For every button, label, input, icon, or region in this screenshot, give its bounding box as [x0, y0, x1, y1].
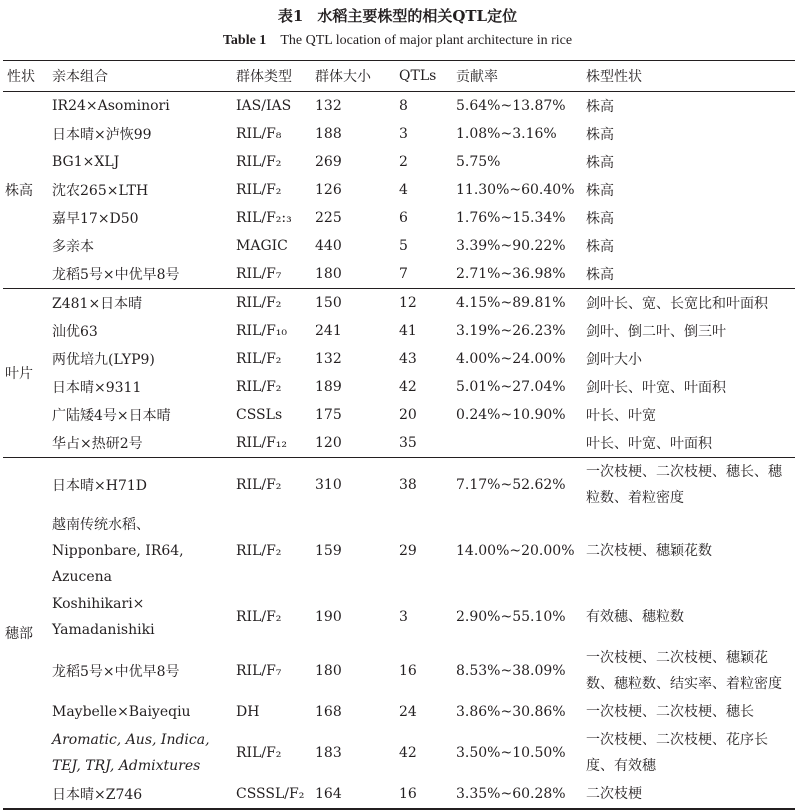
pop-type-cell: RIL/F₂ — [236, 609, 282, 625]
architecture-cell: 一次枝梗、二次枝梗、花序长度、有效穗 — [586, 732, 768, 774]
table-row — [3, 726, 795, 780]
qtls-cell: 29 — [399, 543, 417, 559]
table-row — [3, 317, 795, 345]
contribution-cell: 3.39%~90.22% — [456, 238, 566, 254]
trait-cell: 株高 — [3, 92, 48, 289]
table-row — [3, 401, 795, 429]
architecture-cell: 株高 — [586, 183, 614, 199]
table-row — [3, 644, 795, 698]
qtls-cell: 41 — [399, 323, 417, 339]
architecture-cell: 剑叶长、叶宽、叶面积 — [586, 380, 726, 396]
architecture-cell: 叶长、叶宽、叶面积 — [582, 429, 795, 458]
contribution-cell: 3.19%~26.23% — [456, 323, 566, 339]
pop-size-cell: 180 — [315, 663, 342, 679]
contribution-cell: 14.00%~20.00% — [456, 543, 575, 559]
contribution-cell: 5.75% — [456, 154, 501, 170]
pop-size-cell: 190 — [315, 609, 342, 625]
parents-cell: 日本晴×9311 — [52, 380, 142, 396]
qtls-cell: 24 — [399, 704, 417, 720]
qtls-cell: 43 — [399, 351, 417, 367]
contribution-cell: 5.01%~27.04% — [456, 379, 566, 395]
pop-size-cell: 225 — [315, 210, 342, 226]
pop-type-cell: RIL/F₂ — [236, 379, 282, 395]
table-row — [3, 148, 795, 176]
header-pop-size: 群体大小 — [311, 61, 395, 92]
architecture-cell: 二次枝梗 — [582, 780, 795, 809]
pop-type-cell: RIL/F₈ — [236, 126, 282, 142]
pop-type-cell: RIL/F₂ — [236, 351, 282, 367]
contribution-cell: 2.90%~55.10% — [456, 609, 566, 625]
table-row — [3, 429, 795, 458]
qtls-cell: 42 — [399, 745, 417, 761]
contribution-cell: 3.86%~30.86% — [456, 704, 566, 720]
contribution-cell: 5.64%~13.87% — [456, 98, 566, 114]
architecture-cell: 株高 — [586, 155, 614, 171]
caption-cn-title: 水稻主要株型的相关QTL定位 — [317, 7, 518, 25]
pop-type-cell: RIL/F₇ — [232, 260, 311, 289]
pop-size-cell: 269 — [315, 154, 342, 170]
architecture-cell: 有效穗、穗粒数 — [586, 609, 684, 625]
architecture-cell: 株高 — [586, 99, 614, 115]
parents-cell: 多亲本 — [52, 239, 94, 255]
contribution-cell — [452, 429, 582, 458]
qtls-cell: 3 — [399, 609, 408, 625]
architecture-cell: 株高 — [586, 239, 614, 255]
header-qtls: QTLs — [395, 61, 452, 92]
qtls-cell: 8 — [399, 98, 408, 114]
pop-type-cell: MAGIC — [236, 238, 288, 254]
pop-size-cell: 310 — [315, 477, 342, 493]
table-row — [3, 458, 795, 513]
qtls-cell: 20 — [399, 407, 417, 423]
parents-cell: 日本晴×泸恢99 — [52, 127, 152, 143]
pop-type-cell: RIL/F₂ — [236, 745, 282, 761]
table-caption-english — [0, 30, 795, 52]
caption-en-title: The QTL location of major plant architecture in rice — [280, 33, 573, 48]
parents-cell: 龙稻5号×中优早8号 — [48, 260, 232, 289]
header-row — [3, 61, 795, 92]
table-row — [3, 289, 795, 318]
qtls-cell: 35 — [395, 429, 452, 458]
parents-cell: 沈农265×LTH — [52, 183, 149, 199]
table-caption-chinese — [0, 4, 795, 28]
table-row — [3, 260, 795, 289]
pop-size-cell: 440 — [315, 238, 342, 254]
contribution-cell: 4.00%~24.00% — [456, 351, 566, 367]
pop-size-cell: 126 — [315, 182, 342, 198]
pop-type-cell: RIL/F₂ — [236, 154, 282, 170]
qtl-table — [3, 60, 795, 810]
qtls-cell: 38 — [399, 477, 417, 493]
parents-cell: 华占×热研2号 — [48, 429, 232, 458]
group-leaf — [3, 289, 795, 458]
contribution-cell: 0.24%~10.90% — [456, 407, 566, 423]
architecture-cell: 叶长、叶宽 — [586, 408, 656, 424]
parents-cell: 汕优63 — [52, 324, 98, 340]
parents-cell: 越南传统水稻、Nipponbare, IR64, Azucena — [52, 517, 184, 585]
table-row — [3, 698, 795, 726]
table-row — [3, 232, 795, 260]
trait-cell: 穗部 — [3, 458, 48, 810]
pop-type-cell: RIL/F₂ — [236, 182, 282, 198]
table-row — [3, 92, 795, 121]
pop-type-cell: RIL/F₁₂ — [232, 429, 311, 458]
group-plant-height — [3, 92, 795, 289]
pop-type-cell: RIL/F₂ — [236, 543, 282, 559]
table-row — [3, 120, 795, 148]
caption-en-label: Table 1 — [222, 33, 267, 48]
qtls-cell: 16 — [395, 780, 452, 809]
qtls-cell: 16 — [399, 663, 417, 679]
caption-cn-label: 表1 — [277, 7, 304, 25]
pop-type-cell: CSSLs — [236, 407, 283, 423]
pop-type-cell: CSSSL/F₂ — [232, 780, 311, 809]
table-row — [3, 176, 795, 204]
parents-cell: Aromatic, Aus, Indica, TEJ, TRJ, Admixtures — [52, 732, 210, 774]
contribution-cell: 3.35%~60.28% — [452, 780, 582, 809]
pop-type-cell: RIL/F₂ — [236, 295, 282, 311]
qtls-cell: 12 — [399, 295, 417, 311]
pop-type-cell: RIL/F₂ — [236, 477, 282, 493]
pop-size-cell: 189 — [315, 379, 342, 395]
architecture-cell: 二次枝梗、穗颖花数 — [586, 543, 712, 559]
architecture-cell: 剑叶大小 — [586, 352, 642, 368]
pop-size-cell: 241 — [315, 323, 342, 339]
header-trait: 性状 — [3, 61, 48, 92]
pop-size-cell: 150 — [315, 295, 342, 311]
contribution-cell: 11.30%~60.40% — [456, 182, 575, 198]
parents-cell: 龙稻5号×中优早8号 — [52, 664, 180, 680]
qtls-cell: 4 — [399, 182, 408, 198]
header-architecture: 株型性状 — [582, 61, 795, 92]
architecture-cell: 株高 — [582, 260, 795, 289]
contribution-cell: 7.17%~52.62% — [456, 477, 566, 493]
pop-size-cell: 132 — [315, 351, 342, 367]
contribution-cell: 4.15%~89.81% — [456, 295, 566, 311]
parents-cell: 日本晴×Z746 — [48, 780, 232, 809]
qtls-cell: 2 — [399, 154, 408, 170]
table-row — [3, 373, 795, 401]
pop-size-cell: 164 — [311, 780, 395, 809]
contribution-cell: 3.50%~10.50% — [456, 745, 566, 761]
qtls-cell: 42 — [399, 379, 417, 395]
contribution-cell: 8.53%~38.09% — [456, 663, 566, 679]
architecture-cell: 剑叶长、宽、长宽比和叶面积 — [586, 296, 768, 312]
architecture-cell: 株高 — [586, 127, 614, 143]
qtls-cell: 3 — [399, 126, 408, 142]
pop-type-cell: IAS/IAS — [236, 98, 292, 114]
table-row — [3, 512, 795, 590]
parents-cell: 广陆矮4号×日本晴 — [52, 408, 171, 424]
pop-size-cell: 188 — [315, 126, 342, 142]
architecture-cell: 一次枝梗、二次枝梗、穗长、穗粒数、着粒密度 — [586, 464, 782, 506]
architecture-cell: 剑叶、倒二叶、倒三叶 — [586, 324, 726, 340]
pop-size-cell: 180 — [311, 260, 395, 289]
contribution-cell: 2.71%~36.98% — [452, 260, 582, 289]
header-parents: 亲本组合 — [48, 61, 232, 92]
parents-cell: 嘉早17×D50 — [52, 211, 139, 227]
table-row — [3, 204, 795, 232]
parents-cell: Koshihikari× Yamadanishiki — [52, 596, 155, 638]
qtls-cell: 6 — [399, 210, 408, 226]
qtls-cell: 5 — [399, 238, 408, 254]
pop-size-cell: 175 — [315, 407, 342, 423]
pop-size-cell: 168 — [315, 704, 342, 720]
pop-size-cell: 120 — [311, 429, 395, 458]
header-pop-type: 群体类型 — [232, 61, 311, 92]
pop-type-cell: RIL/F₂:₃ — [236, 210, 292, 226]
contribution-cell: 1.08%~3.16% — [456, 126, 557, 142]
pop-size-cell: 132 — [315, 98, 342, 114]
trait-cell: 叶片 — [3, 289, 48, 458]
architecture-cell: 一次枝梗、二次枝梗、穗颖花数、穗粒数、结实率、着粒密度 — [586, 650, 782, 692]
contribution-cell: 1.76%~15.34% — [456, 210, 566, 226]
table-row — [3, 590, 795, 644]
header-contribution: 贡献率 — [452, 61, 582, 92]
pop-size-cell: 183 — [315, 745, 342, 761]
parents-cell: 两优培九(LYP9) — [52, 352, 155, 368]
parents-cell: IR24×Asominori — [52, 98, 170, 114]
group-panicle — [3, 458, 795, 810]
pop-type-cell: RIL/F₁₀ — [236, 323, 288, 339]
qtls-cell: 7 — [395, 260, 452, 289]
architecture-cell: 株高 — [586, 211, 614, 227]
pop-type-cell: DH — [236, 704, 260, 720]
architecture-cell: 一次枝梗、二次枝梗、穗长 — [586, 704, 754, 720]
parents-cell: Maybelle×Baiyeqiu — [52, 704, 191, 720]
pop-size-cell: 159 — [315, 543, 342, 559]
table-row — [3, 345, 795, 373]
pop-type-cell: RIL/F₇ — [236, 663, 282, 679]
parents-cell: BG1×XLJ — [52, 154, 120, 170]
parents-cell: 日本晴×H71D — [52, 478, 147, 494]
parents-cell: Z481×日本晴 — [52, 296, 143, 312]
